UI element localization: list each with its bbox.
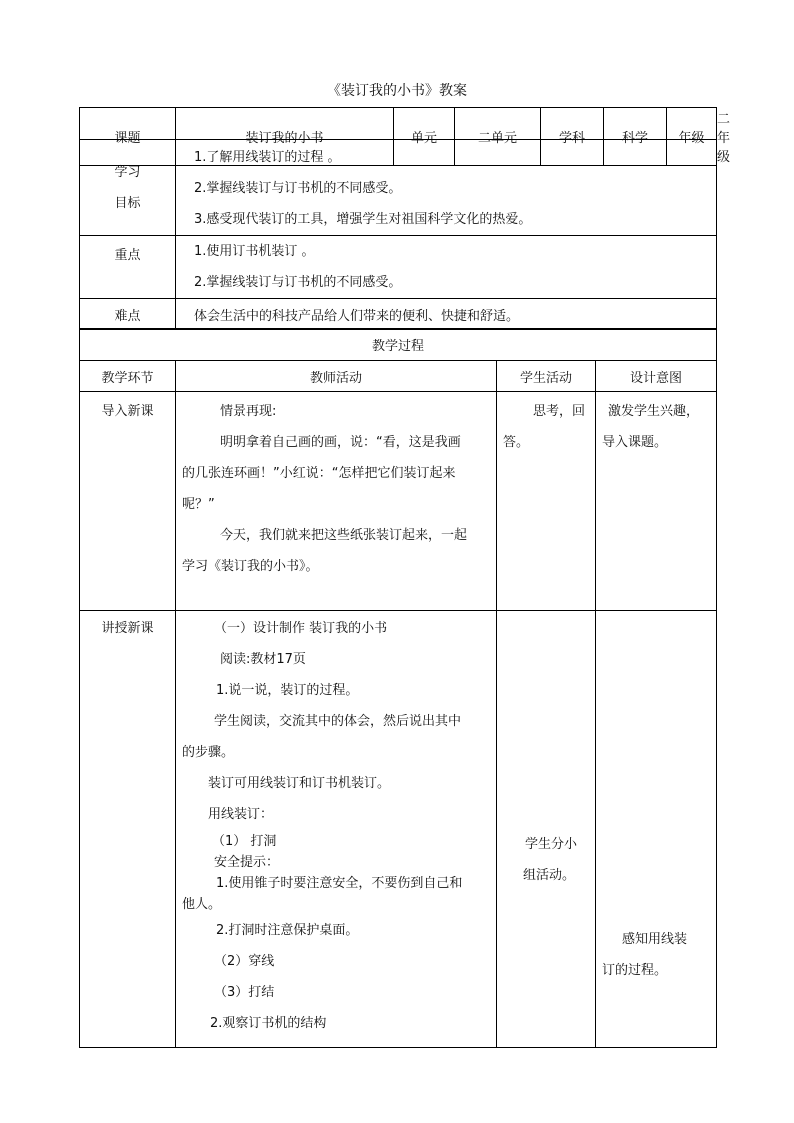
objectives-table: [79, 139, 717, 330]
student-activity-cell: [497, 392, 596, 611]
student-line: 学生分小: [525, 837, 578, 852]
intent-line: 激发学生兴趣，: [608, 404, 700, 419]
teacher-line: 学习《装订我的小书》。: [182, 559, 319, 574]
subject-value: 科学: [604, 108, 667, 166]
teacher-line: 2.观察订书机的结构: [210, 1016, 327, 1031]
difficulty-label: 难点: [80, 299, 176, 330]
grade-label: 年级: [667, 108, 717, 166]
phase-cell: 导入新课: [80, 392, 176, 611]
process-row-new-lesson: [80, 611, 717, 1048]
goal-item: 3.感受现代装订的工具，增强学生对祖国科学文化的热爱。: [194, 212, 532, 227]
process-title-row: [80, 329, 717, 361]
goals-row: [80, 140, 717, 236]
key-points-row: [80, 236, 717, 299]
header-row: 课题 装订我的小书 单元 二单元 学科 科学 年级 二年级: [80, 108, 717, 166]
teacher-line: （3）打结: [214, 985, 275, 1000]
student-line: 思考，回: [533, 404, 586, 419]
teacher-activity-cell: [176, 392, 497, 611]
goal-item: 2.掌握线装订与订书机的不同感受。: [194, 181, 402, 196]
key-points-content: [176, 236, 717, 299]
process-title: 教学过程: [80, 329, 717, 361]
column-header: 学生活动: [497, 361, 596, 392]
goals-label: [80, 140, 176, 236]
student-activity-cell: [497, 611, 596, 1048]
design-intent-cell: [596, 392, 717, 611]
teacher-line: 的几张连环画！”小红说：“怎样把它们装订起来: [182, 466, 456, 481]
column-header: 教学环节: [80, 361, 176, 392]
teacher-line: 明明拿着自己画的画，说：“看，这是我画: [220, 435, 461, 450]
teacher-line: 安全提示：: [214, 855, 280, 870]
student-line: 组活动。: [523, 868, 576, 883]
teacher-line: （1） 打洞: [212, 834, 277, 849]
teacher-line: 1.使用锥子时要注意安全，不要伤到自己和: [216, 876, 463, 891]
teacher-line: 1.说一说，装订的过程。: [216, 683, 359, 698]
teacher-line: （2）穿线: [214, 954, 275, 969]
difficulty-text: 体会生活中的科技产品给人们带来的便利、快捷和舒适。: [176, 299, 717, 330]
key-point-item: 1.使用订书机装订 。: [194, 244, 315, 259]
unit-label: 单元: [394, 108, 455, 166]
unit-value: 二单元: [455, 108, 541, 166]
column-header: 设计意图: [596, 361, 717, 392]
teacher-line: 的步骤。: [182, 745, 235, 760]
goals-content: [176, 140, 717, 236]
subject-label: 学科: [541, 108, 604, 166]
intent-line: 订的过程。: [602, 963, 668, 978]
student-line: 答。: [503, 435, 530, 450]
teacher-line: 装订可用线装订和订书机装订。: [208, 776, 391, 791]
teacher-line: 学生阅读，交流其中的体会，然后说出其中: [214, 714, 462, 729]
teacher-line: 情景再现:: [220, 404, 277, 419]
teaching-process-table: [79, 328, 717, 1048]
goals-label-line1: 学习: [114, 164, 141, 180]
column-header: 教师活动: [176, 361, 497, 392]
intent-line: 感知用线装: [622, 932, 688, 947]
teacher-line: （一）设计制作 装订我的小书: [214, 621, 388, 636]
design-intent-cell: [596, 611, 717, 1048]
topic-value: 装订我的小书: [176, 108, 394, 166]
document-title: 《装订我的小书》教案: [327, 83, 467, 99]
teacher-line: 呢？”: [182, 497, 215, 512]
phase-cell: 讲授新课: [80, 611, 176, 1048]
goal-item: 1.了解用线装订的过程 。: [194, 150, 341, 165]
difficulty-row: [80, 299, 717, 330]
key-point-item: 2.掌握线装订与订书机的不同感受。: [194, 275, 402, 290]
process-header-row: [80, 361, 717, 392]
teacher-line: 2.打洞时注意保护桌面。: [216, 923, 359, 938]
intent-line: 导入课题。: [602, 435, 668, 450]
teacher-activity-cell: [176, 611, 497, 1048]
teacher-line: 用线装订：: [208, 807, 274, 822]
teacher-line: 他人。: [182, 897, 222, 912]
process-row-intro: [80, 392, 717, 611]
teacher-line: 阅读:教材17页: [220, 652, 306, 667]
key-points-label: 重点: [80, 236, 176, 299]
teacher-line: 今天，我们就来把这些纸张装订起来，一起: [220, 528, 468, 543]
topic-label: 课题: [80, 108, 176, 166]
goals-label-line2: 目标: [114, 195, 141, 211]
